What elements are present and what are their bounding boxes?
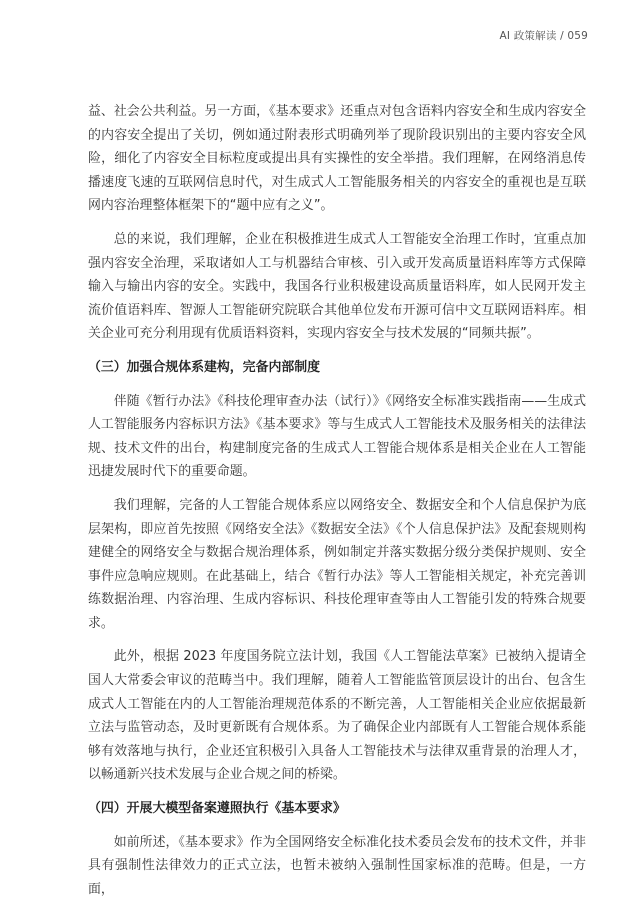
section-heading-3: （三）加强合规体系建构，完备内部制度 bbox=[88, 359, 321, 375]
paragraph-legislation-plan: 此外，根据 2023 年度国务院立法计划，我国《人工智能法草案》已被纳入提请全国人大常委会审议的范畴当中。我们理解，随着人工智能监管顶层设计的出台、包含生成式人工智能在内的人工智能治理规范体系的不断完善，人工智能相关企业应依据最新立法与监管动态，及时更新既有合规体系。为了确保企业内部既有人工智能合规体系能够有效落地与执行，企业还宜积极引入具备人工智能技术与法律双重背景的治理人才，以畅通新兴技术发展与企业合规之间的桥梁。 bbox=[88, 649, 586, 783]
section-heading-4: （四）开展大模型备案遵照执行《基本要求》 bbox=[88, 801, 346, 817]
paragraph-summary: 总的来说，我们理解，企业在积极推进生成式人工智能安全治理工作时，宜重点加强内容安全治理，采取诸如人工与机器结合审核、引入或开发高质量语料库等方式保障输入与输出内容的安全。实践中，我国各行业积极建设高质量语料库，如人民网开发主流价值语料库、智源人工智能研究院联合其他单位发布开源可信中文互联网语料库。相关企业可充分利用现有优质语料资料，实现内容安全与技术发展的“同频共振”。 bbox=[88, 231, 586, 342]
document-body bbox=[88, 100, 586, 911]
running-header: AI 政策解读 / 059 bbox=[499, 30, 588, 42]
paragraph-content-security: 益、社会公共利益。另一方面，《基本要求》还重点对包含语料内容安全和生成内容安全的内容安全提出了关切，例如通过附表形式明确列举了现阶段识别出的主要内容安全风险，细化了内容安全目标粒度或提出具有实操性的安全举措。我们理解，在网络消息传播速度飞速的互联网信息时代，对生成式人工智能服务相关的内容安全的重视也是互联网内容治理整体框架下的“题中应有之义”。 bbox=[88, 104, 586, 214]
paragraph-compliance-architecture: 我们理解，完备的人工智能合规体系应以网络安全、数据安全和个人信息保护为底层架构，即应首先按照《网络安全法》《数据安全法》《个人信息保护法》及配套规则构建健全的网络安全与数据合规治理体系，例如制定并落实数据分级分类保护规则、安全事件应急响应规则。在此基础上，结合《暂行办法》等人工智能相关规定，补充完善训练数据治理、内容治理、生成内容标识、科技伦理审查等由人工智能引发的特殊合规要求。 bbox=[88, 497, 586, 631]
paragraph-regulations: 伴随《暂行办法》《科技伦理审查办法（试行）》《网络安全标准实践指南——生成式人工智能服务内容标识方法》《基本要求》等与生成式人工智能技术及服务相关的法律法规、技术文件的出台，构建制度完备的生成式人工智能合规体系是相关企业在人工智能迅捷发展时代下的重要命题。 bbox=[88, 393, 586, 480]
paragraph-basic-requirements: 如前所述，《基本要求》作为全国网络安全标准化技术委员会发布的技术文件，并非具有强制性法律效力的正式立法，也暂未被纳入强制性国家标准的范畴。但是，一方面， bbox=[88, 834, 586, 897]
